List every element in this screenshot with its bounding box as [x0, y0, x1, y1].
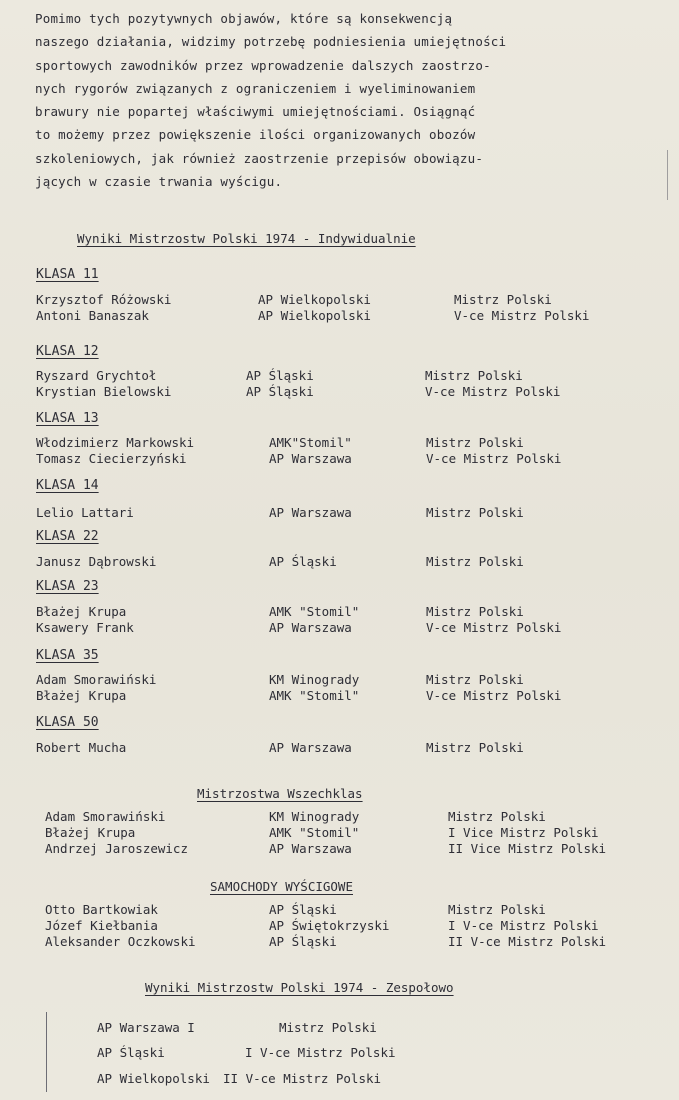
- driver-name: Robert Mucha: [36, 740, 127, 755]
- club-name: AP Śląski: [246, 368, 314, 383]
- intro-line: szkoleniowych, jak również zaostrzenie przepisów obowiązu-: [35, 150, 484, 166]
- club-name: AP Warszawa: [269, 620, 352, 635]
- result-title: V-ce Mistrz Polski: [454, 308, 590, 323]
- result-title: Mistrz Polski: [448, 809, 546, 824]
- club-name: AP Śląski: [97, 1045, 165, 1060]
- result-title: I Vice Mistrz Polski: [448, 825, 599, 840]
- intro-line: sportowych zawodników przez wprowadzenie dalszych zaostrzo-: [35, 57, 491, 73]
- driver-name: Błażej Krupa: [36, 688, 127, 703]
- result-title: Mistrz Polski: [426, 604, 524, 619]
- result-title: Mistrz Polski: [426, 435, 524, 450]
- margin-line: [46, 1012, 47, 1092]
- class-label: KLASA 12: [36, 344, 99, 359]
- driver-name: Ryszard Grychtoł: [36, 368, 157, 383]
- club-name: AMK "Stomil": [269, 604, 360, 619]
- club-name: AP Warszawa: [269, 505, 352, 520]
- result-title: Mistrz Polski: [426, 505, 524, 520]
- result-title: II Vice Mistrz Polski: [448, 841, 607, 856]
- club-name: AP Wielkopolski: [97, 1071, 210, 1086]
- intro-line: jących w czasie trwania wyścigu.: [35, 174, 283, 190]
- club-name: KM Winogrady: [269, 672, 360, 687]
- intro-line: to możemy przez powiększenie ilości organizowanych obozów: [35, 127, 476, 143]
- driver-name: Otto Bartkowiak: [45, 902, 158, 917]
- driver-name: Krzysztof Różowski: [36, 292, 172, 307]
- result-title: I V-ce Mistrz Polski: [448, 918, 599, 933]
- club-name: AMK "Stomil": [269, 688, 360, 703]
- intro-line: Pomimo tych pozytywnych objawów, które są konsekwencją: [35, 11, 453, 26]
- result-title: Mistrz Polski: [448, 902, 546, 917]
- margin-line: [667, 150, 668, 200]
- driver-name: Andrzej Jaroszewicz: [45, 841, 188, 856]
- club-name: AP Śląski: [246, 384, 314, 399]
- driver-name: Janusz Dąbrowski: [36, 554, 157, 569]
- intro-line: nych rygorów związanych z ograniczeniem i wyeliminowaniem: [35, 80, 476, 96]
- club-name: KM Winogrady: [269, 809, 360, 824]
- class-label: KLASA 22: [36, 529, 99, 544]
- club-name: AMK "Stomil": [269, 825, 360, 840]
- club-name: AP Wielkopolski: [258, 308, 371, 323]
- driver-name: Włodzimierz Markowski: [36, 435, 195, 450]
- class-label: KLASA 23: [36, 579, 99, 594]
- result-title: II V-ce Mistrz Polski: [223, 1071, 382, 1086]
- intro-line: naszego działania, widzimy potrzebę podniesienia umiejętności: [35, 34, 507, 50]
- class-label: KLASA 13: [36, 411, 99, 426]
- result-title: I V-ce Mistrz Polski: [245, 1045, 396, 1060]
- class-label: KLASA 35: [36, 648, 99, 663]
- club-name: AP Śląski: [269, 554, 337, 569]
- result-title: Mistrz Polski: [454, 292, 552, 307]
- club-name: AP Warszawa: [269, 841, 352, 856]
- class-label: KLASA 11: [36, 267, 99, 282]
- result-title: Mistrz Polski: [426, 672, 524, 687]
- result-title: V-ce Mistrz Polski: [425, 384, 561, 399]
- result-title: II V-ce Mistrz Polski: [448, 934, 607, 949]
- heading-racing-cars: SAMOCHODY WYŚCIGOWE: [210, 879, 353, 894]
- driver-name: Józef Kiełbania: [45, 918, 158, 933]
- club-name: AP Wielkopolski: [258, 292, 371, 307]
- club-name: AP Warszawa: [269, 740, 352, 755]
- class-label: KLASA 14: [36, 478, 99, 493]
- result-title: Mistrz Polski: [279, 1020, 377, 1035]
- club-name: AP Śląski: [269, 902, 337, 917]
- result-title: Mistrz Polski: [425, 368, 523, 383]
- driver-name: Adam Smorawiński: [45, 809, 166, 824]
- club-name: AP Śląski: [269, 934, 337, 949]
- club-name: AP Świętokrzyski: [269, 918, 390, 933]
- driver-name: Tomasz Ciecierzyński: [36, 451, 187, 466]
- result-title: Mistrz Polski: [426, 554, 524, 569]
- club-name: AMK"Stomil": [269, 435, 352, 450]
- driver-name: Błażej Krupa: [45, 825, 136, 840]
- class-label: KLASA 50: [36, 715, 99, 730]
- result-title: V-ce Mistrz Polski: [426, 620, 562, 635]
- result-title: Mistrz Polski: [426, 740, 524, 755]
- driver-name: Ksawery Frank: [36, 620, 134, 635]
- driver-name: Antoni Banaszak: [36, 308, 149, 323]
- intro-paragraph: [35, 7, 665, 193]
- heading-team: Wyniki Mistrzostw Polski 1974 - Zespołowo: [145, 980, 454, 995]
- heading-all-classes: Mistrzostwa Wszechklas: [197, 786, 363, 801]
- club-name: AP Warszawa: [269, 451, 352, 466]
- heading-individual: Wyniki Mistrzostw Polski 1974 - Indywidualnie: [77, 231, 416, 246]
- result-title: V-ce Mistrz Polski: [426, 688, 562, 703]
- driver-name: Adam Smorawiński: [36, 672, 157, 687]
- club-name: AP Warszawa I: [97, 1020, 195, 1035]
- result-title: V-ce Mistrz Polski: [426, 451, 562, 466]
- driver-name: Lelio Lattari: [36, 505, 134, 520]
- intro-line: brawury nie popartej właściwymi umiejętnościami. Osiągnąć: [35, 104, 476, 120]
- driver-name: Błażej Krupa: [36, 604, 127, 619]
- driver-name: Krystian Bielowski: [36, 384, 172, 399]
- driver-name: Aleksander Oczkowski: [45, 934, 196, 949]
